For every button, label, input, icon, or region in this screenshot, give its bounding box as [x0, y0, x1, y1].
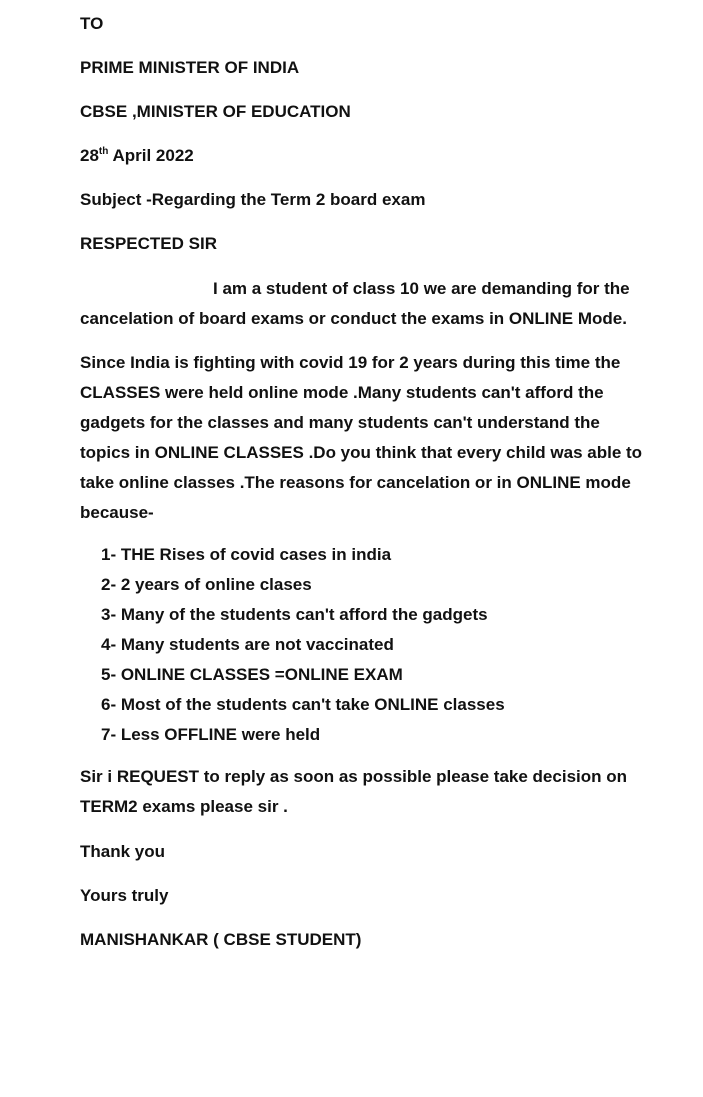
body-line: Since India is fighting with covid 19 for 2 years during this time the [80, 353, 621, 372]
body-line: because- [80, 503, 154, 522]
list-item: 3- Many of the students can't afford the gadgets [101, 605, 488, 624]
letter-date [80, 145, 194, 167]
signature-line: MANISHANKAR ( CBSE STUDENT) [80, 930, 362, 949]
reasons-list [101, 540, 505, 750]
list-item: 6- Most of the students can't take ONLINE classes [101, 695, 505, 714]
request-line: TERM2 exams please sir . [80, 797, 288, 816]
closing-line: Yours truly [80, 886, 169, 905]
list-item: 2- 2 years of online clases [101, 575, 312, 594]
body-line: CLASSES were held online mode .Many students can't afford the [80, 383, 604, 402]
list-item: 5- ONLINE CLASSES =ONLINE EXAM [101, 665, 403, 684]
recipient-line-2: CBSE ,MINISTER OF EDUCATION [80, 102, 351, 121]
subject-line: Subject -Regarding the Term 2 board exam [80, 190, 426, 209]
body-line: topics in ONLINE CLASSES .Do you think that every child was able to [80, 443, 643, 462]
recipient-line-1: PRIME MINISTER OF INDIA [80, 58, 300, 77]
request-line: Sir i REQUEST to reply as soon as possible please take decision on [80, 767, 628, 786]
date-day: 28 [80, 146, 99, 165]
body-line: take online classes .The reasons for cancelation or in ONLINE mode [80, 473, 631, 492]
body-paragraph [80, 348, 680, 528]
intro-paragraph [80, 274, 680, 334]
list-item: 7- Less OFFLINE were held [101, 725, 321, 744]
body-line: gadgets for the classes and many students can't understand the [80, 413, 600, 432]
thanks-line: Thank you [80, 842, 166, 861]
list-item: 4- Many students are not vaccinated [101, 635, 394, 654]
list-item: 1- THE Rises of covid cases in india [101, 545, 392, 564]
request-paragraph [80, 762, 680, 822]
salutation: RESPECTED SIR [80, 234, 217, 253]
intro-line: I am a student of class 10 we are demanding for the [213, 279, 630, 298]
date-rest: April 2022 [108, 146, 194, 165]
intro-line: cancelation of board exams or conduct the exams in ONLINE Mode. [80, 309, 627, 328]
date-suffix: th [98, 146, 109, 157]
to-label: TO [80, 14, 104, 33]
